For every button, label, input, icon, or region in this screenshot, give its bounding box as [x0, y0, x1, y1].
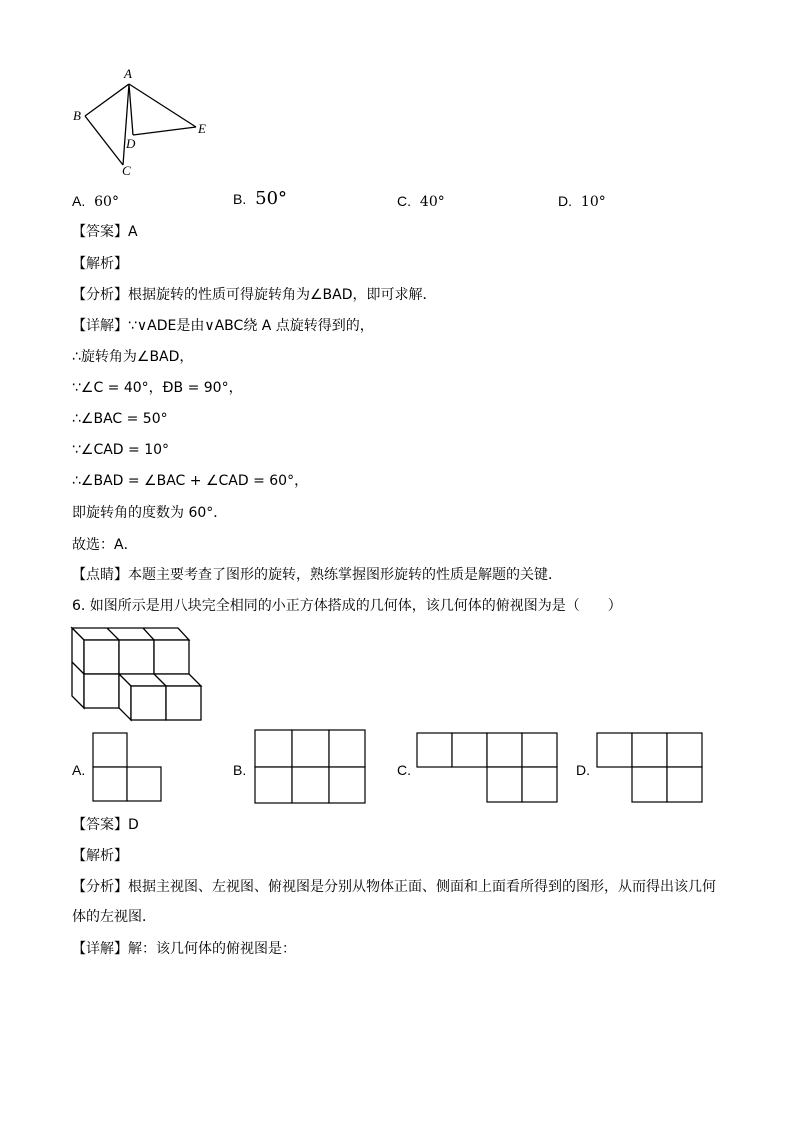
- vertex-label-c: C: [122, 163, 131, 178]
- q6-detail-line: 【详解】解：该几何体的俯视图是：: [72, 941, 296, 957]
- q6-question: 6. 如图所示是用八块完全相同的小正方体搭成的几何体，该几何体的俯视图为是（ ）: [72, 598, 622, 614]
- q6-option-d-label: D.: [576, 762, 590, 778]
- q6-option-a-label: A.: [72, 762, 86, 778]
- q5-detail-line: ∴∠BAC = 50°: [72, 411, 168, 427]
- q5-choice-line: 故选：A．: [72, 537, 138, 553]
- q5-detail-line: 【详解】∵∨ADE是由∨ABC绕 A 点旋转得到的，: [72, 318, 374, 334]
- q6-option-b-label: B.: [233, 762, 247, 778]
- q5-detail-line: ∵∠CAD = 10°: [72, 442, 170, 458]
- q6-analysis-line-cont: 体的左视图．: [72, 909, 156, 925]
- q5-option-c: C. 40°: [397, 193, 445, 210]
- q5-analysis-heading: 【解析】: [72, 256, 128, 272]
- q6-analysis-line: 【分析】根据主视图、左视图、俯视图是分别从物体正面、侧面和上面看所得到的图形，从而得出该几何: [72, 879, 716, 895]
- q5-answer: 【答案】A: [72, 224, 138, 240]
- q5-option-b: B. 50°: [233, 188, 288, 209]
- vertex-label-a: A: [124, 66, 132, 81]
- q5-detail-line: ∴∠BAD = ∠BAC + ∠CAD = 60°，: [72, 473, 309, 489]
- q5-detail-line: 即旋转角的度数为 60°．: [72, 505, 228, 521]
- q5-comment-line: 【点睛】本题主要考查了图形的旋转，熟练掌握图形旋转的性质是解题的关键．: [72, 567, 562, 583]
- vertex-label-d: D: [126, 136, 136, 151]
- q5-detail-line: ∵∠C = 40°，ÐB = 90°，: [72, 380, 243, 396]
- q5-option-d: D. 10°: [558, 193, 606, 210]
- vertex-label-e: E: [198, 121, 206, 136]
- q6-option-c-label: C.: [397, 762, 411, 778]
- q5-option-a: A. 60°: [72, 193, 119, 210]
- q5-detail-line: ∴旋转角为∠BAD，: [72, 349, 194, 365]
- q5-analysis-line: 【分析】根据旋转的性质可得旋转角为∠BAD，即可求解．: [72, 287, 437, 303]
- q6-analysis-heading: 【解析】: [72, 848, 128, 864]
- vertex-label-b: B: [73, 108, 81, 123]
- q6-answer: 【答案】D: [72, 817, 139, 833]
